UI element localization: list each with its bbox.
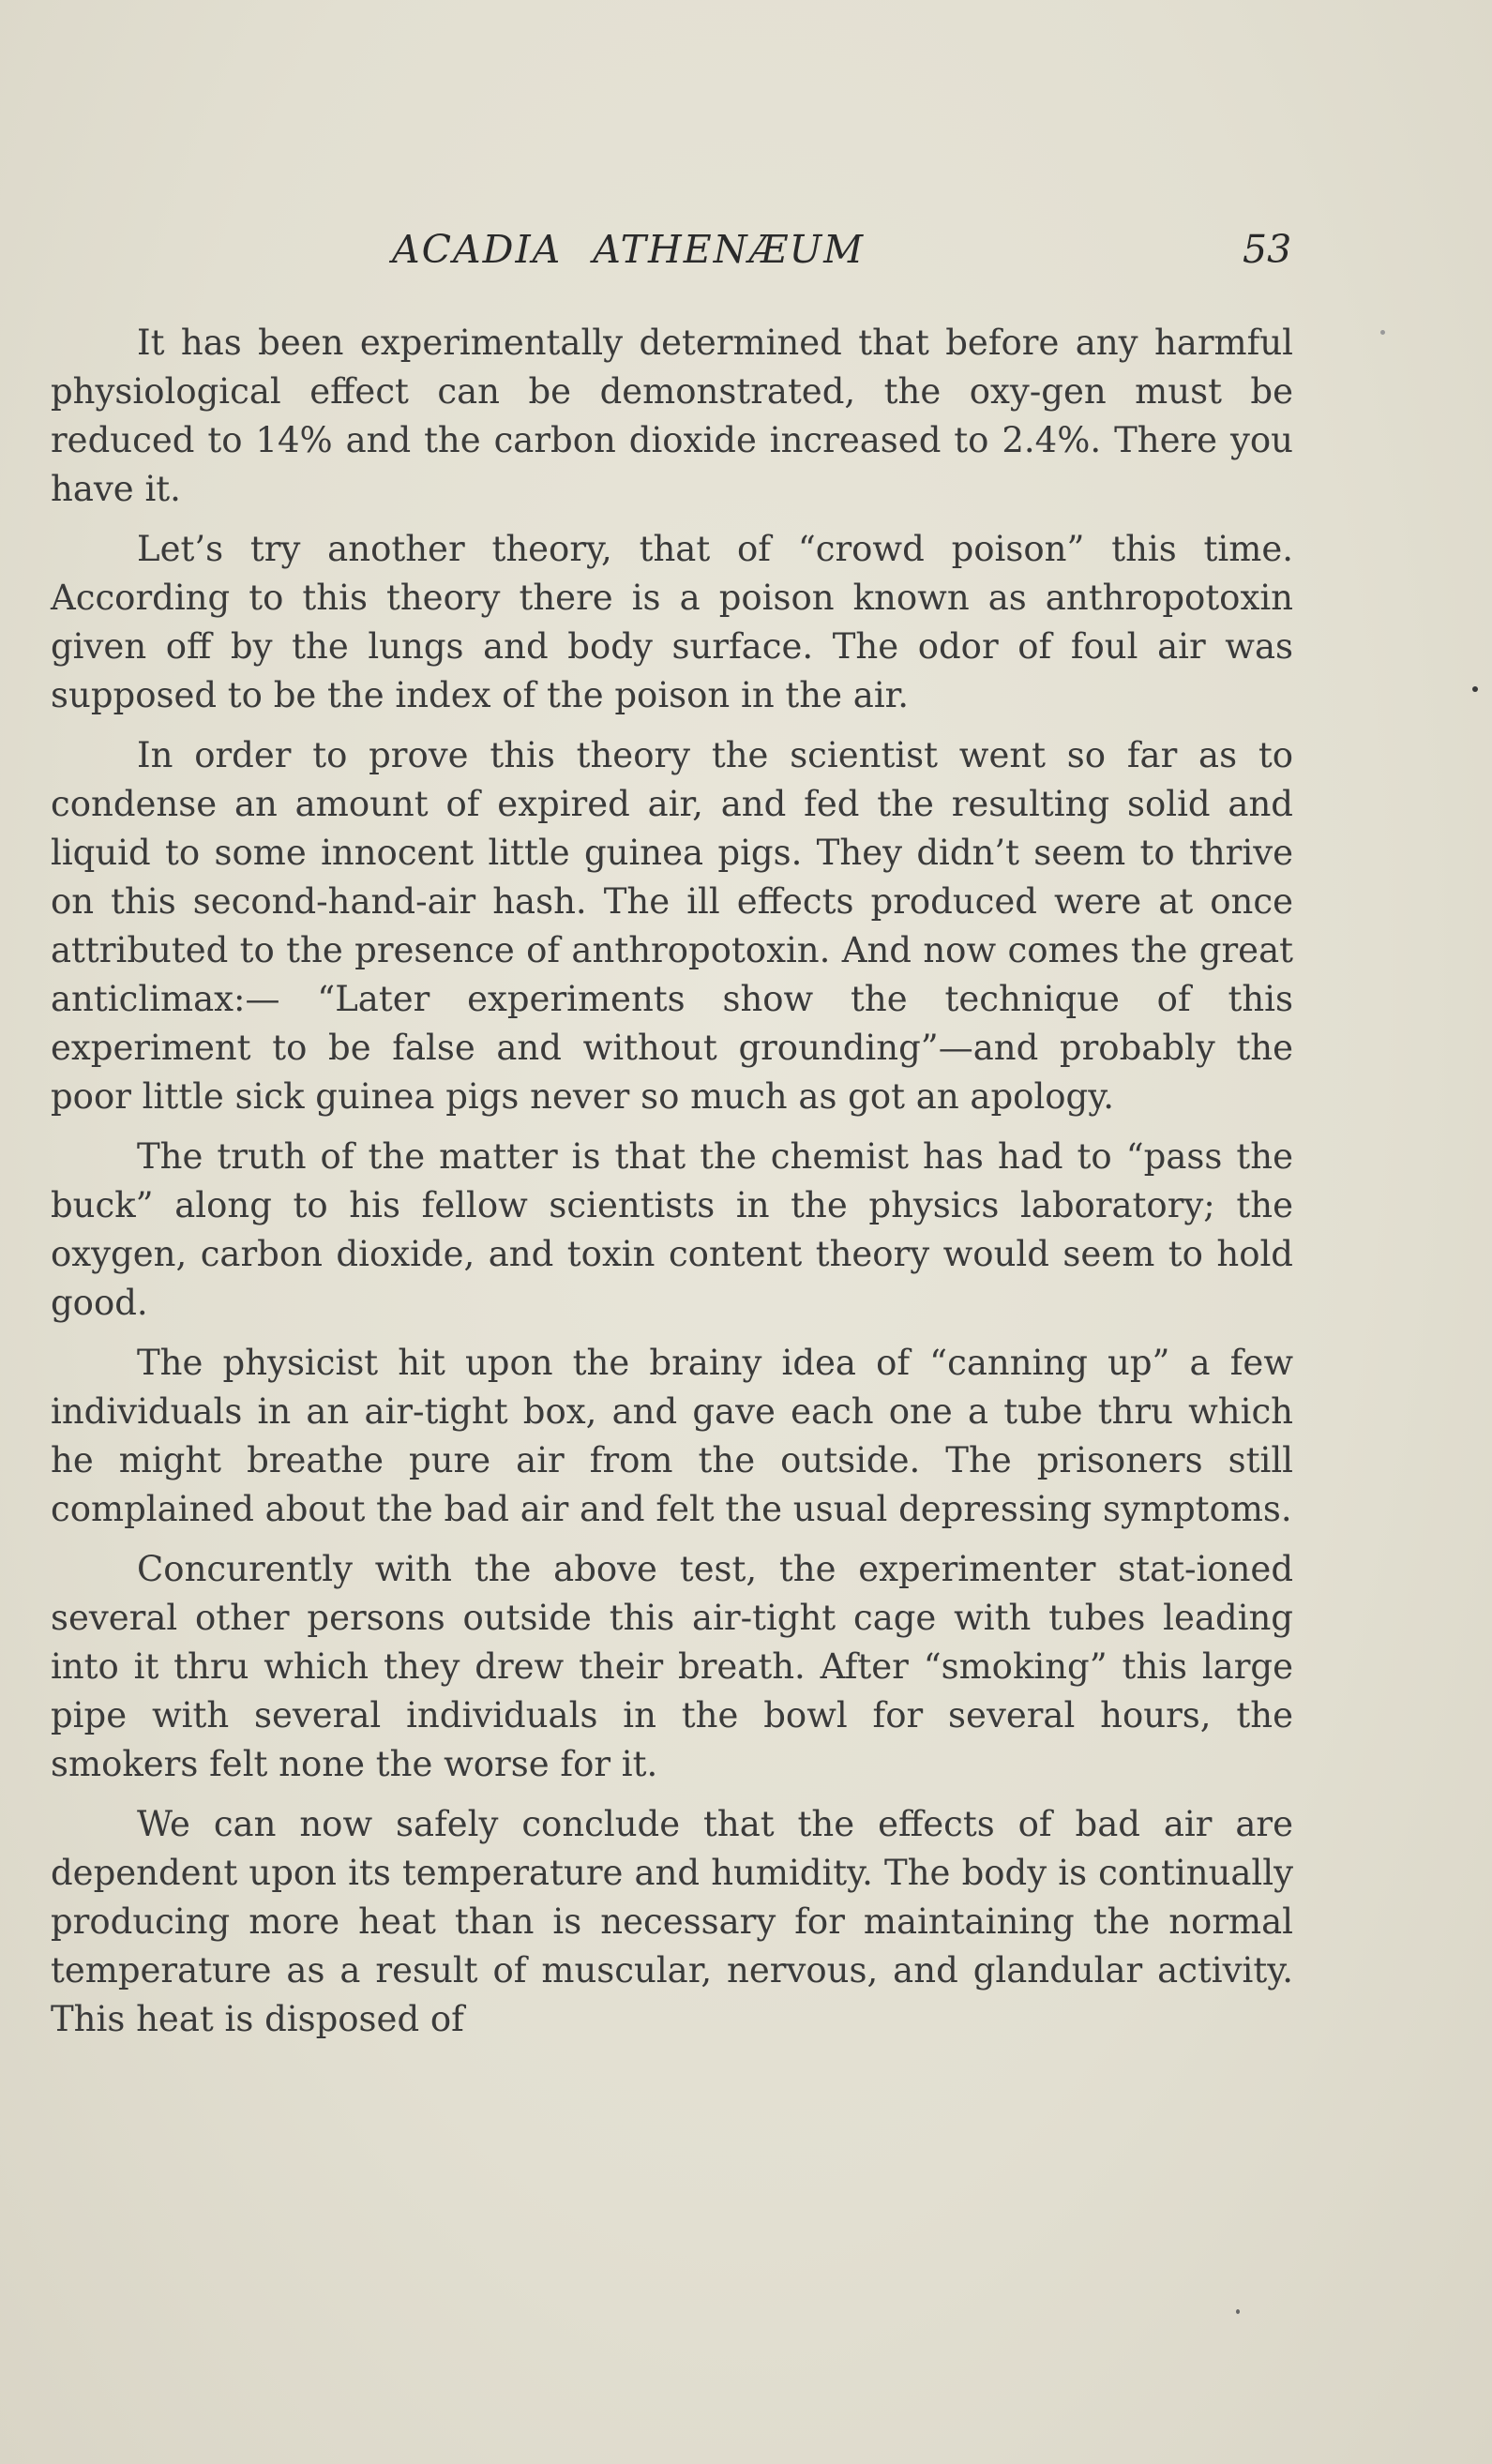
- paper-speck: [1236, 2309, 1240, 2314]
- paper-speck: [1380, 330, 1385, 335]
- paragraph-7: We can now safely conclude that the effects of bad air are dependent upon its temperature and humidity. The body is continually producing more heat than is necessary for maintaining the normal temperature as a result of muscular, nervous, and glandular activity. This heat is disposed of: [51, 1804, 1293, 2039]
- paragraph-5: The physicist hit upon the brainy idea of “canning up” a few individuals in an air-tight box, and gave each one a tube thru which he might breathe pure air from the outside. The prisoners still complained about the bad air and felt the usual depressing symptoms.: [51, 1343, 1293, 1529]
- journal-title: ACADIA ATHENÆUM: [392, 227, 866, 272]
- running-head: [0, 227, 1492, 283]
- paragraph-6: Concurently with the above test, the experimenter stat-ioned several other persons outside this air-tight cage with tubes leading into it thru which they drew their breath. After “smoking” this large pipe with several individuals in the bowl for several hours, the smokers felt none the worse for it.: [51, 1549, 1293, 1784]
- page-number: 53: [1243, 227, 1292, 272]
- article-body: [51, 319, 1293, 2055]
- paragraph-3: In order to prove this theory the scientist went so far as to condense an amount of expired air, and fed the resulting solid and liquid to some innocent little guinea pigs. They didn’t seem to thrive on this second-hand-air hash. The ill effects produced were at once attributed to the presence of anthropotoxin. And now comes the great anticlimax:— “Later experiments show the technique of this experiment to be false and without grounding”—and probably the poor little sick guinea pigs never so much as got an apology.: [51, 735, 1293, 1117]
- paragraph-1: It has been experimentally determined that before any harmful physiological effect can be demonstrated, the oxy-gen must be reduced to 14% and the carbon dioxide increased to 2.4%. There you have it.: [51, 323, 1293, 509]
- paragraph-2: Let’s try another theory, that of “crowd poison” this time. According to this theory there is a poison known as anthropotoxin given off by the lungs and body surface. The odor of foul air was supposed to be the index of the poison in the air.: [51, 529, 1293, 715]
- paragraph-4: The truth of the matter is that the chemist has had to “pass the buck” along to his fellow scientists in the physics laboratory; the oxygen, carbon dioxide, and toxin content theory would seem to hold good.: [51, 1136, 1293, 1323]
- paper-speck: [1472, 686, 1478, 692]
